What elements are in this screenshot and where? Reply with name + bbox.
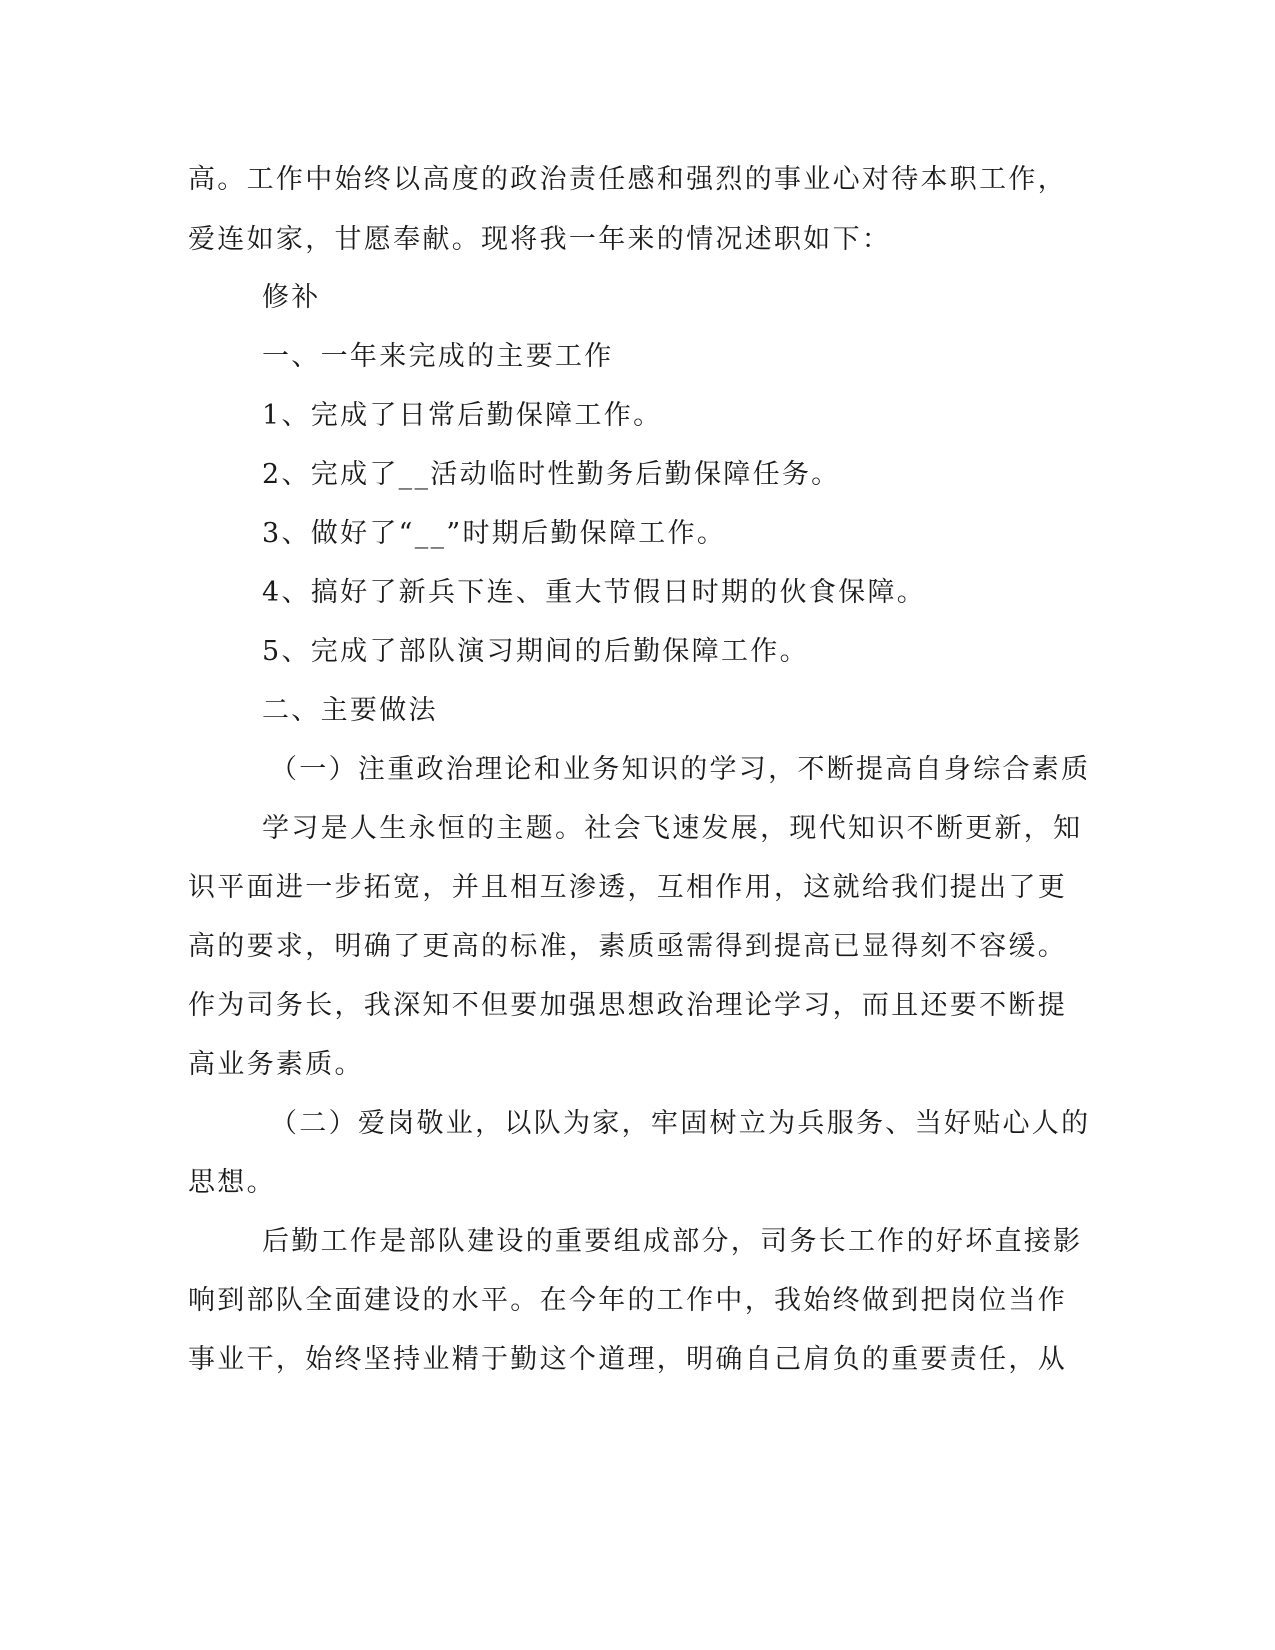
section-heading: 一、一年来完成的主要工作 (262, 341, 614, 372)
list-item: 2、完成了__活动临时性勤务后勤保障任务。 (262, 459, 841, 490)
body-text-line: 高。工作中始终以高度的政治责任感和强烈的事业心对待本职工作， (188, 164, 1067, 195)
body-text-line: 学习是人生永恒的主题。社会飞速发展，现代知识不断更新，知 (262, 813, 1083, 844)
subsection-heading: （二）爱岗敬业，以队为家，牢固树立为兵服务、当好贴心人的 (270, 1108, 1091, 1139)
body-text-line: 高业务素质。 (188, 1049, 364, 1080)
body-text-line: 事业干，始终坚持业精于勤这个道理，明确自己肩负的重要责任，从 (188, 1344, 1067, 1375)
list-item: 3、做好了“__”时期后勤保障工作。 (262, 518, 727, 549)
revision-note: 修补 (262, 282, 321, 313)
section-heading: 二、主要做法 (262, 695, 438, 726)
body-text-line: 爱连如家，甘愿奉献。现将我一年来的情况述职如下： (188, 224, 892, 255)
body-text-line: 识平面进一步拓宽，并且相互渗透，互相作用，这就给我们提出了更 (188, 872, 1067, 903)
body-text-line: 作为司务长，我深知不但要加强思想政治理论学习，而且还要不断提 (188, 990, 1067, 1021)
body-text-line: 思想。 (188, 1167, 276, 1198)
list-item: 5、完成了部队演习期间的后勤保障工作。 (262, 636, 809, 667)
body-text-line: 高的要求，明确了更高的标准，素质亟需得到提高已显得刻不容缓。 (188, 931, 1067, 962)
subsection-heading: （一）注重政治理论和业务知识的学习，不断提高自身综合素质 (270, 754, 1091, 785)
list-item: 1、完成了日常后勤保障工作。 (262, 400, 663, 431)
list-item: 4、搞好了新兵下连、重大节假日时期的伙食保障。 (262, 577, 927, 608)
body-text-line: 响到部队全面建设的水平。在今年的工作中，我始终做到把岗位当作 (188, 1285, 1067, 1316)
body-text-line: 后勤工作是部队建设的重要组成部分，司务长工作的好坏直接影 (262, 1226, 1083, 1257)
